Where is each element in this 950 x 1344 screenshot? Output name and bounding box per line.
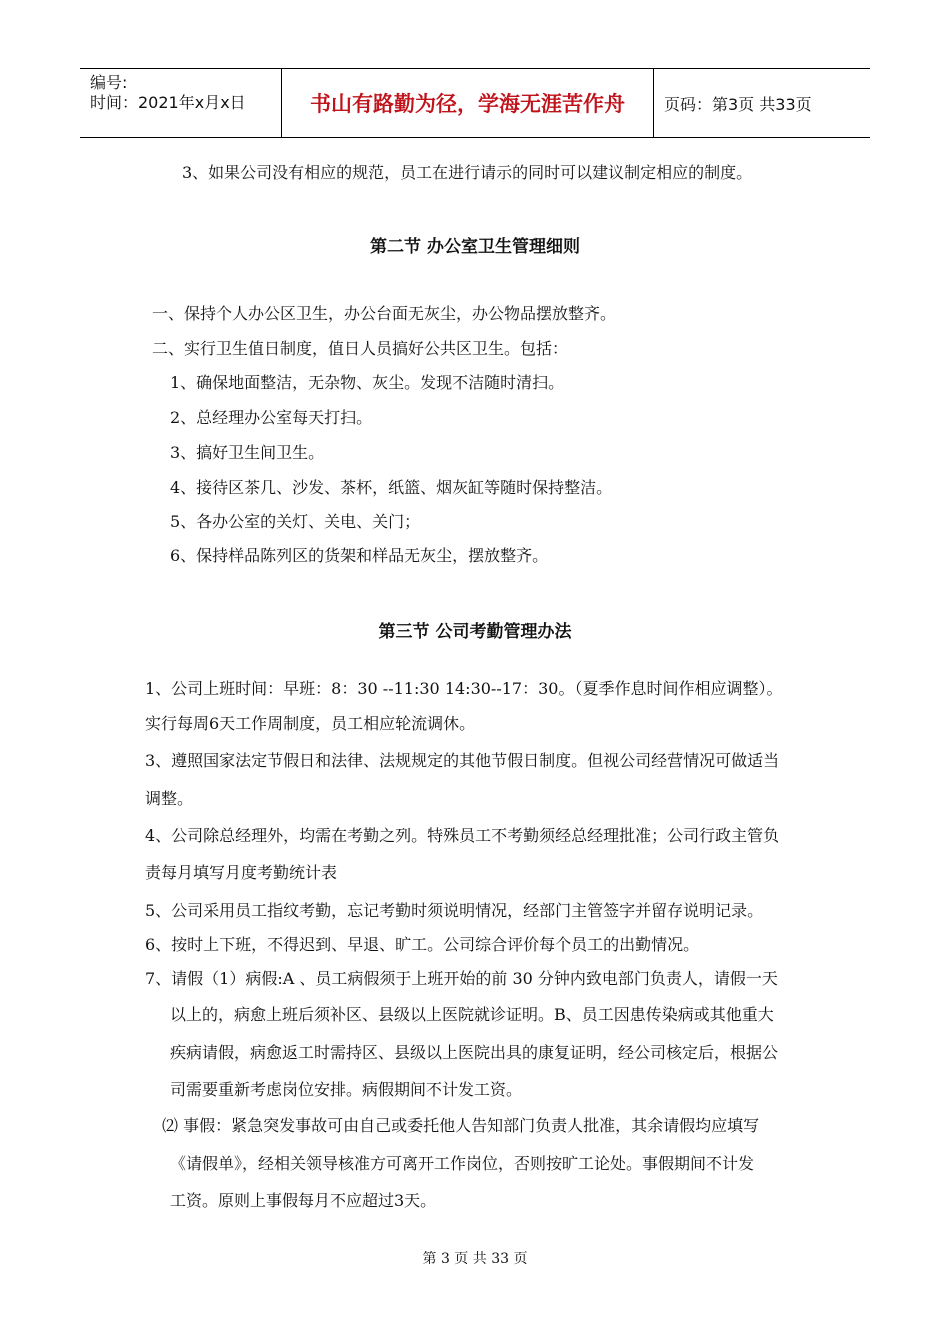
section3-line: 4、公司除总经理外，均需在考勤之列。特殊员工不考勤须经总经理批准；公司行政主管负	[145, 826, 780, 845]
section3-line: ⑵ 事假：紧急突发事故可由自己或委托他人告知部门负责人批准，其余请假均应填写	[162, 1116, 760, 1135]
section3-line: 工资。原则上事假每月不应超过3天。	[170, 1191, 437, 1210]
section2-item: 2、总经理办公室每天打扫。	[170, 408, 373, 427]
section2-item: 5、各办公室的关灯、关电、关门；	[170, 512, 421, 531]
section3-line: 1、公司上班时间：早班：8：30 --11:30 14:30--17：30。（夏季作息时间作相应调整）。	[145, 679, 783, 698]
intro-line: 3、如果公司没有相应的规范，员工在进行请示的同时可以建议制定相应的制度。	[182, 163, 753, 182]
document-date: 时间：2021年x月x日	[90, 93, 246, 112]
section3-line: 7、请假（1）病假:A 、员工病假须于上班开始的前 30 分钟内致电部门负责人，请假一天	[145, 969, 778, 988]
page-footer: 第 3 页 共 33 页	[422, 1251, 528, 1267]
section3-line: 5、公司采用员工指纹考勤，忘记考勤时须说明情况，经部门主管签字并留存说明记录。	[145, 901, 764, 920]
section2-item: 4、接待区茶几、沙发、茶杯，纸篮、烟灰缸等随时保持整洁。	[170, 478, 613, 497]
section3-line: 3、遵照国家法定节假日和法律、法规规定的其他节假日制度。但视公司经营情况可做适当	[145, 751, 780, 770]
section3-line: 疾病请假，病愈返工时需持区、县级以上医院出具的康复证明，经公司核定后，根据公	[170, 1043, 779, 1062]
section2-item: 一、保持个人办公区卫生，办公台面无灰尘，办公物品摆放整齐。	[152, 304, 617, 323]
page-header	[80, 68, 870, 138]
section2-item: 二、实行卫生值日制度，值日人员搞好公共区卫生。包括：	[152, 339, 569, 358]
section2-item: 1、确保地面整洁，无杂物、灰尘。发现不洁随时清扫。	[170, 373, 565, 392]
header-meta	[80, 69, 282, 137]
section2-item: 6、保持样品陈列区的货架和样品无灰尘，摆放整齐。	[170, 546, 549, 565]
section3-line: 《请假单》，经相关领导核准方可离开工作岗位，否则按旷工论处。事假期间不计发	[170, 1154, 755, 1173]
section2-title: 第二节 办公室卫生管理细则	[370, 237, 580, 257]
section3-title: 第三节 公司考勤管理办法	[378, 622, 572, 642]
section3-line: 6、按时上下班，不得迟到、早退、旷工。公司综合评价每个员工的出勤情况。	[145, 935, 700, 954]
header-motto: 书山有路勤为径，学海无涯苦作舟	[282, 69, 654, 137]
header-page-info: 页码：第3页 共33页	[664, 94, 812, 114]
section3-line: 司需要重新考虑岗位安排。病假期间不计发工资。	[170, 1080, 523, 1099]
section3-line: 责每月填写月度考勤统计表	[145, 863, 338, 882]
section2-item: 3、搞好卫生间卫生。	[170, 443, 325, 462]
section3-line: 调整。	[145, 789, 194, 808]
section3-line: 以上的，病愈上班后须补区、县级以上医院就诊证明。B、员工因患传染病或其他重大	[170, 1005, 774, 1024]
document-number-label: 编号:	[90, 73, 128, 92]
section3-line: 实行每周6天工作周制度，员工相应轮流调休。	[145, 714, 476, 733]
